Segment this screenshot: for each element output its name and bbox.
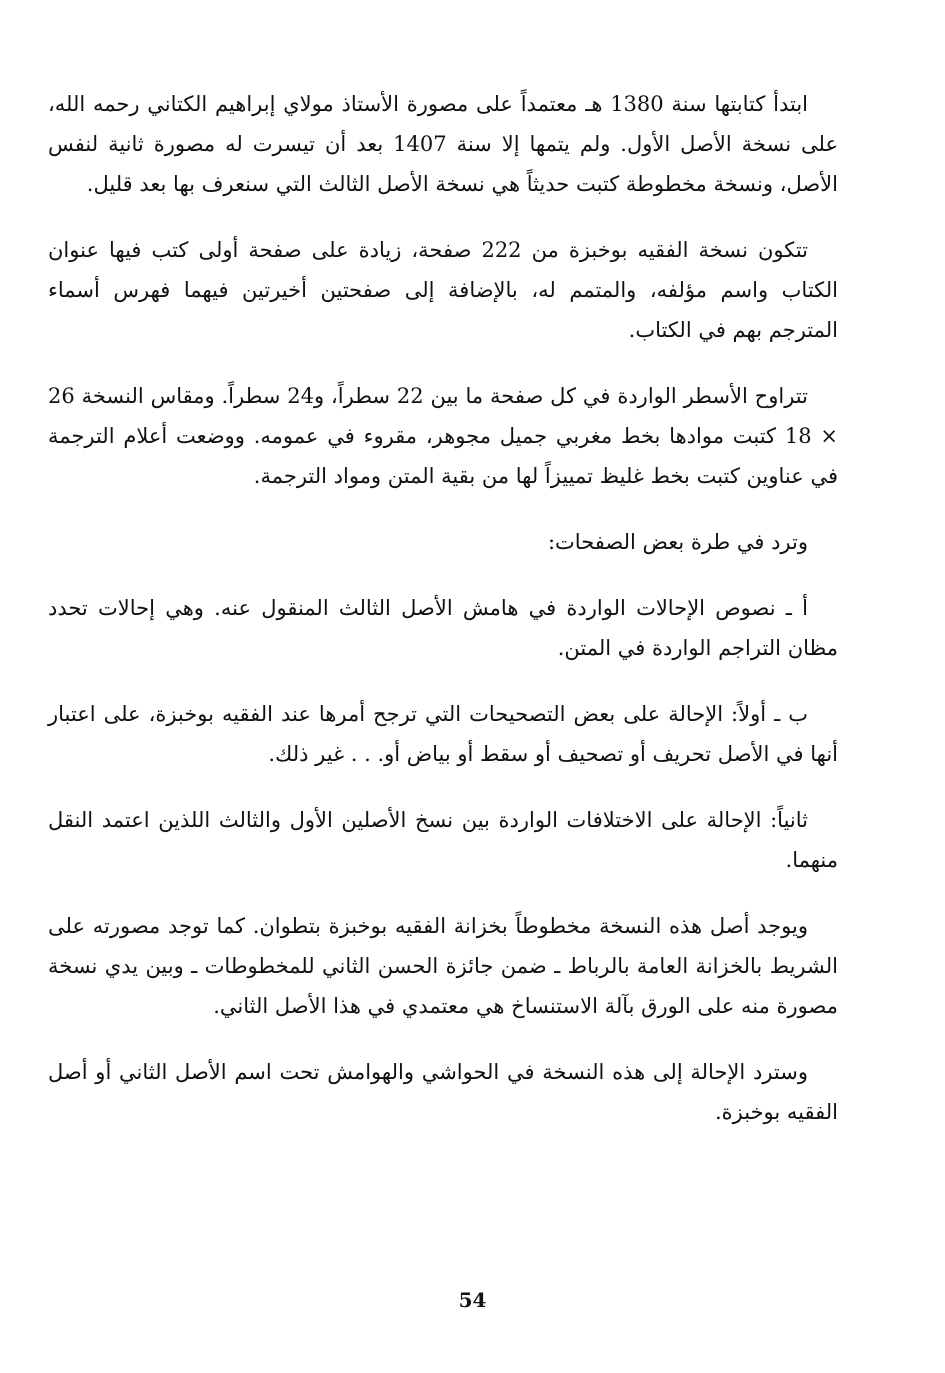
paragraph-original-location: ويوجد أصل هذه النسخة مخطوطاً بخزانة الفقيه بوخبزة بتطوان. كما توجد مصورته على الشريط بالخزانة العامة بالرباط ـ ضمن جائزة الحسن الثاني للمخطوطات ـ وبين يدي نسخة مصورة منه على الورق بآلة الاستنساخ هي معتمدي في هذا الأصل الثاني. (48, 914, 838, 1018)
paragraph-page-count: تتكون نسخة الفقيه بوخبزة من 222 صفحة، زيادة على صفحة أولى كتب فيها عنوان الكتاب واسم مؤلفه، والمتمم له، بالإضافة إلى صفحتين أخيرتين فيهما فهرس أسماء المترجم بهم في الكتاب. (48, 238, 838, 342)
page-body (48, 84, 838, 1158)
paragraph-item-b-first: ب ـ أولاً: الإحالة على بعض التصحيحات التي ترجح أمرها عند الفقيه بوخبزة، على اعتبار أنها في الأصل تحريف أو تصحيف أو سقط أو بياض أو. . . غير ذلك. (48, 702, 838, 766)
paragraph-reference-note: وسترد الإحالة إلى هذه النسخة في الحواشي والهوامش تحت اسم الأصل الثاني أو أصل الفقيه بوخبزة. (48, 1060, 838, 1124)
paragraph-line-count: تتراوح الأسطر الواردة في كل صفحة ما بين 22 سطراً، و24 سطراً. ومقاس النسخة 26 × 18 كتبت موادها بخط مغربي جميل مجوهر، مقروء في عمومه. ووضعت أعلام الترجمة في عناوين كتبت بخط غليظ تمييزاً لها من بقية المتن ومواد الترجمة. (48, 384, 838, 488)
page-number: 54 (458, 1288, 487, 1312)
paragraph-margin-intro: وترد في طرة بعض الصفحات: (547, 530, 808, 554)
paragraph-manuscript-history: ابتدأ كتابتها سنة 1380 هـ معتمداً على مصورة الأستاذ مولاي إبراهيم الكتاني رحمه الله، على نسخة الأصل الأول. ولم يتمها إلا سنة 1407 بعد أن تيسرت له مصورة ثانية لنفس الأصل، ونسخة مخطوطة كتبت حديثاً هي نسخة الأصل الثالث التي سنعرف بها بعد قليل. (48, 92, 838, 196)
paragraph-item-a: أ ـ نصوص الإحالات الواردة في هامش الأصل الثالث المنقول عنه. وهي إحالات تحدد مظان التراجم الواردة في المتن. (48, 596, 838, 660)
paragraph-item-b-second: ثانياً: الإحالة على الاختلافات الواردة بين نسخ الأصلين الأول والثالث اللذين اعتمد النقل منهما. (48, 808, 838, 872)
